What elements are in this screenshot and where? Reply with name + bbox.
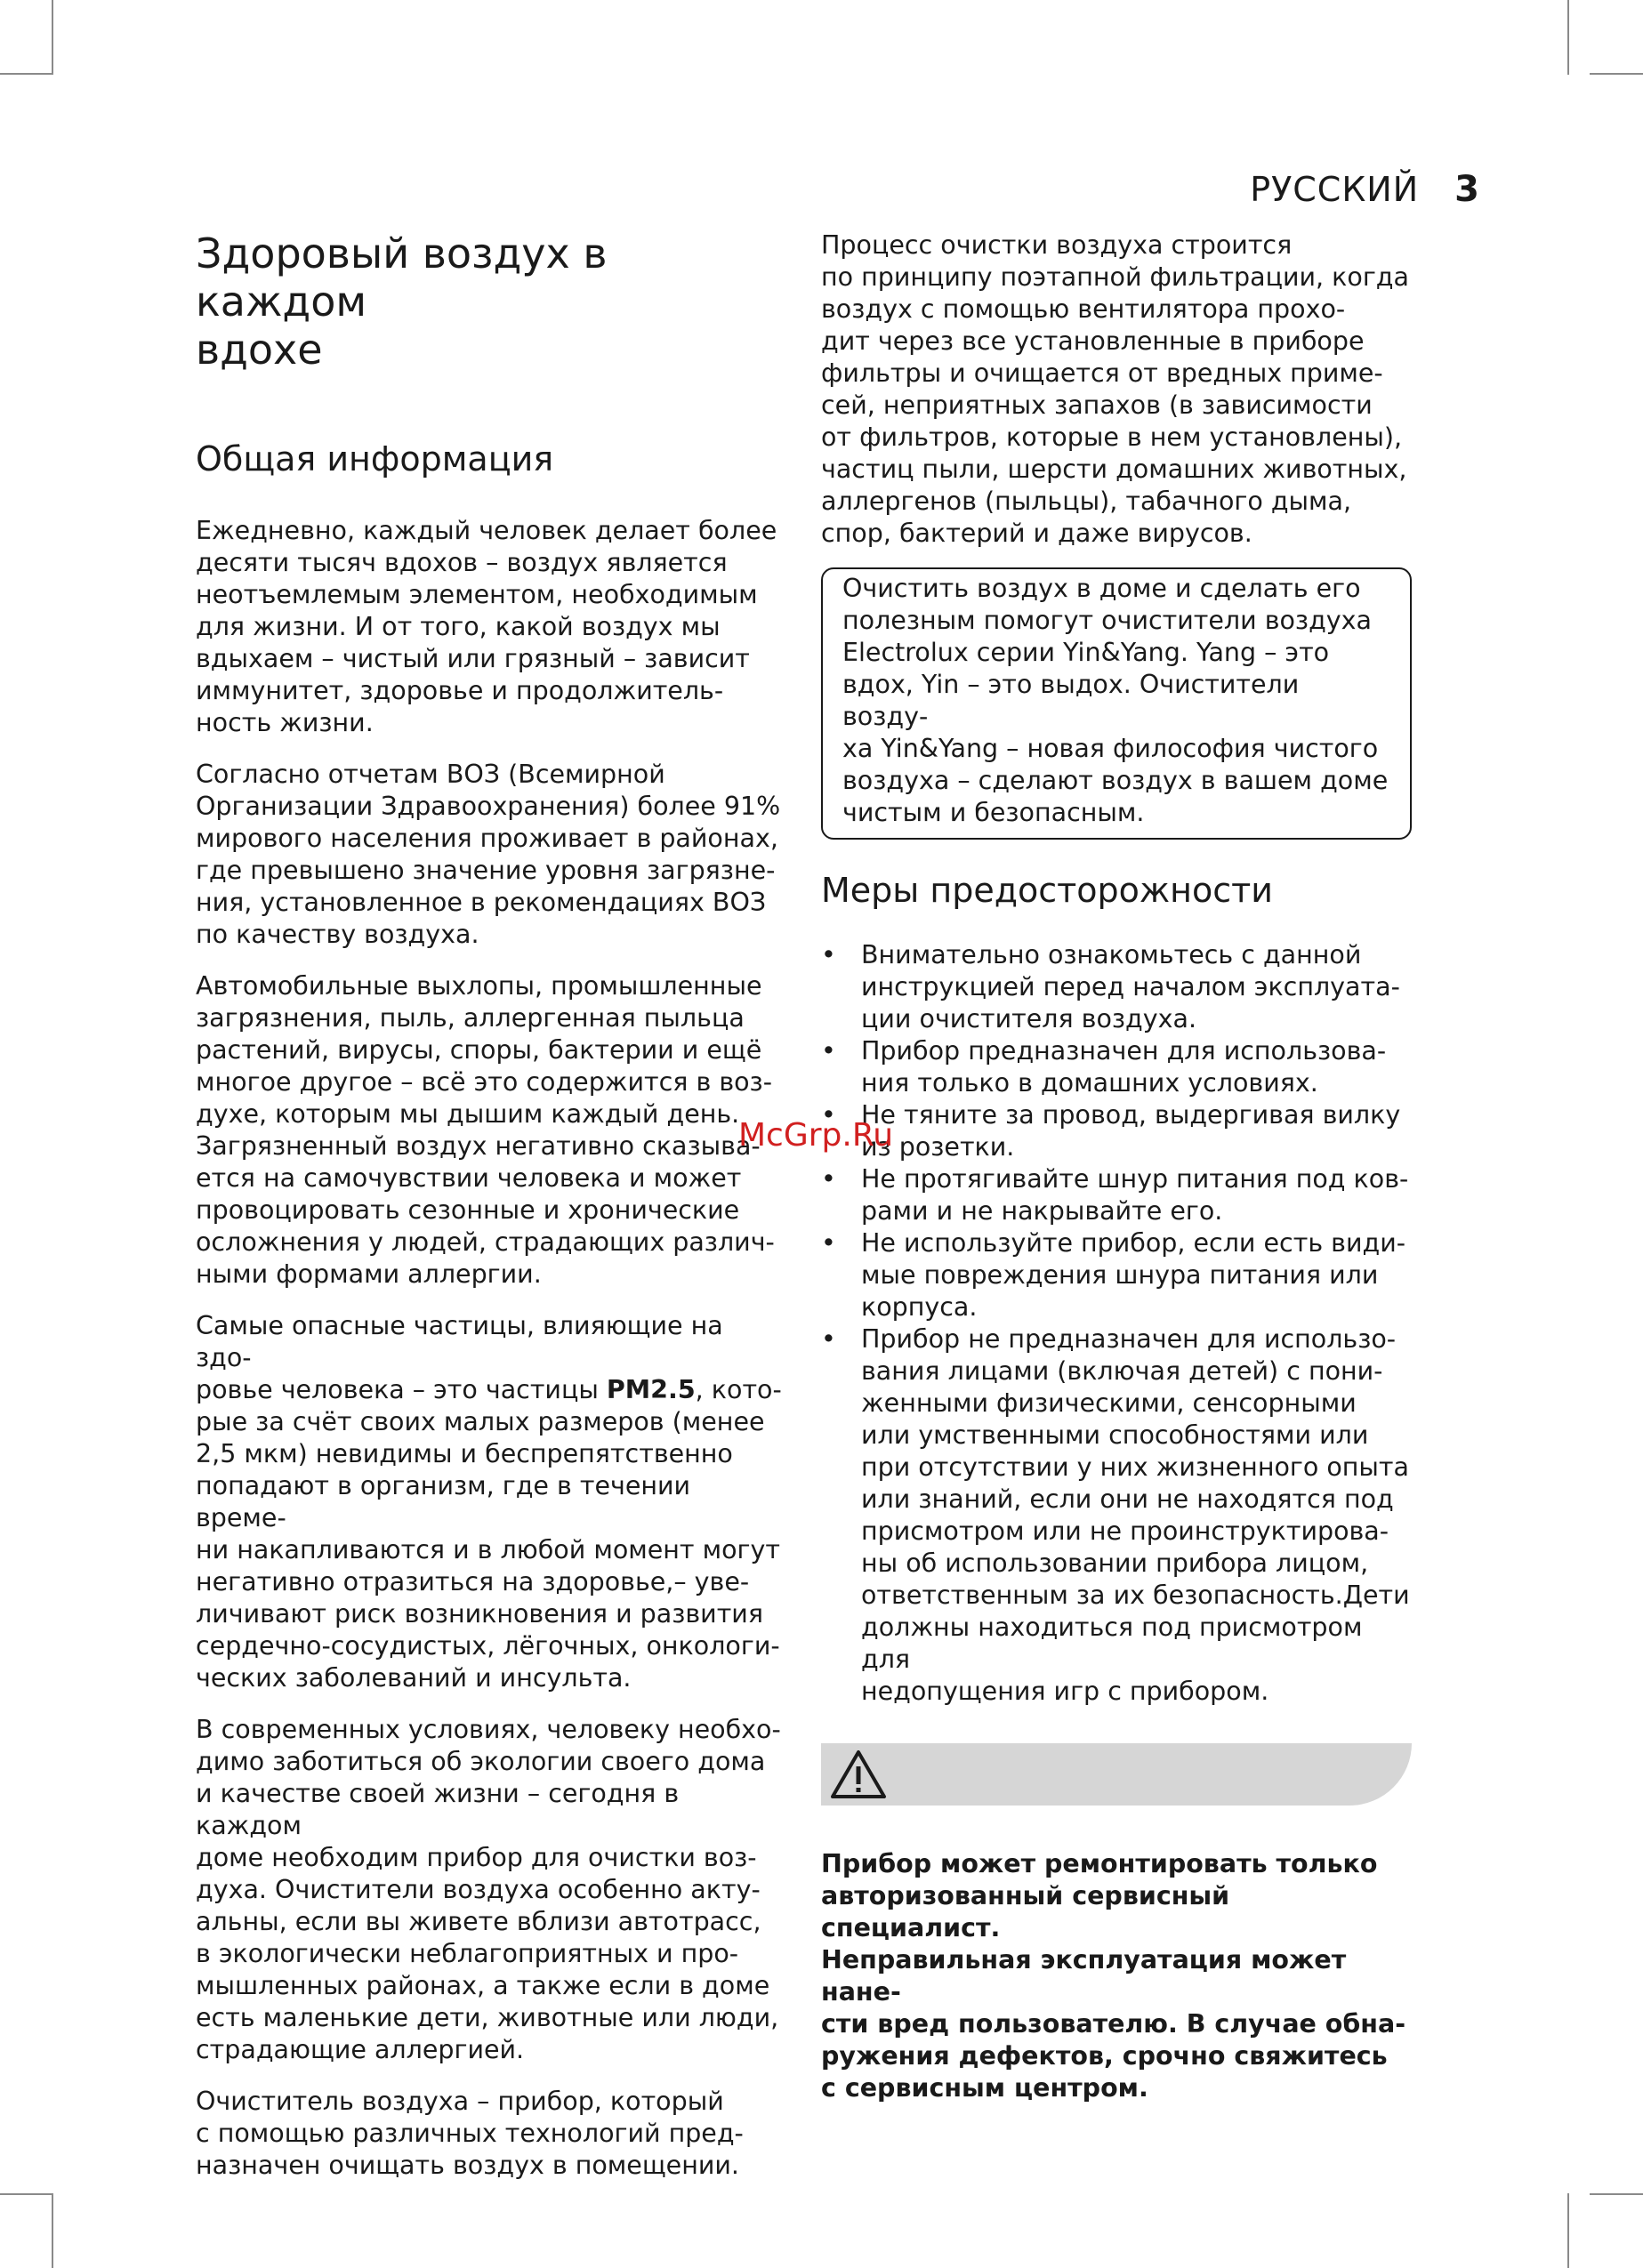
pm25-term: PM2.5 [606,1375,696,1404]
paragraph: Ежедневно, каждый человек делает более десяти тысяч вдохов – воздух является неотъемлемым элементом, необходимым для жизни. И от того, какой воздух мы вдыхаем – чистый или грязный – зависит иммунитет, здоровье и продолжитель- ность жизни. [196,516,777,737]
callout-text: Очистить воздух в доме и сделать его полезным помогут очистители воздуха Electrolux серии Yin&Yang. Yang – это вдох, Yin – это выдох. Очистители возду- ха Yin&Yang – новая философия чистого воздуха – сделают воздух в вашем доме чистым и безопасным. [842,574,1389,827]
crop-mark [0,2193,53,2195]
list-item: • Не используйте прибор, если есть види- мые повреждения шнура питания или корпуса. [821,1227,1412,1323]
list-item: • Не тяните за провод, выдергивая вилку из розетки. [821,1099,1412,1163]
page-number: 3 [1454,169,1479,210]
paragraph-text: , кото- рые за счёт своих малых размеров (менее 2,5 мкм) невидимы и беспрепятственно попадают в организм, где в течении време- ни накапливаются и в любой момент могут негативно отразиться на здоровье,– уве- личивают риск возникновения и развития сердечно-сосудистых, лёгочных, онкологи- ческих заболеваний и инсульта. [196,1375,782,1693]
warning-triangle-icon [830,1749,887,1799]
paragraph: Автомобильные выхлопы, промышленные загрязнения, пыль, аллергенная пыльца растений, вирусы, споры, бактерии и ещё многое другое – всё это содержится в воз- духе, которым мы дышим каждый день. Загрязненный воздух негативно сказыва- ется на самочувствии человека и может провоцировать сезонные и хронические осложнения у людей, страдающих различ- ными формами аллергии. [196,971,775,1289]
list-item: • Прибор предназначен для использова- ния только в домашних условиях. [821,1035,1412,1099]
left-column [196,229,783,2201]
paragraph-text: Самые опасные частицы, влияющие на здо- ровье человека – это частицы [196,1311,723,1404]
info-callout [821,567,1412,840]
warning-text: Прибор может ремонтировать только авторизованный сервисный специалист. Неправильная эксплуатация может нане- сти вред пользователю. В случае обна- ружения дефектов, срочно свяжитесь с сервисным центром. [821,1849,1406,2103]
watermark: McGrp.Ru [738,1117,894,1154]
page-header [1250,169,1479,210]
crop-mark [1590,73,1643,75]
crop-mark [1590,2193,1643,2195]
list-item: • Не протягивайте шнур питания под ков- рами и не накрывайте его. [821,1163,1412,1227]
crop-mark [52,2193,53,2268]
crop-mark [1567,0,1569,75]
right-column [821,229,1412,2104]
list-item: • Внимательно ознакомьтесь с данной инструкцией перед началом эксплуата- ции очистителя воздуха. [821,939,1412,1035]
precautions-list [821,939,1412,1708]
paragraph: Процесс очистки воздуха строится по принципу поэтапной фильтрации, когда воздух с помощью вентилятора прохо- дит через все установленные в приборе фильтры и очищается от вредных приме- сей, неприятных запахов (в зависимости от фильтров, которые в нем установлены), частиц пыли, шерсти домашних животных, аллергенов (пыльцы), табачного дыма, спор, бактерий и даже вирусов. [821,230,1409,548]
crop-mark [1567,2193,1569,2268]
list-item: • Прибор не предназначен для использо- вания лицами (включая детей) с пони- женными физическими, сенсорными или умственными способностями или при отсутствии у них жизненного опыта или знаний, если они не находятся под присмотром или не проинструктирова- ны об использовании прибора лицом, ответственным за их безопасность.Дети должны находиться под присмотром для недопущения игр с прибором. [821,1323,1412,1708]
crop-mark [52,0,53,75]
section-heading-precautions: Меры предосторожности [821,871,1273,910]
paragraph: Очиститель воздуха – прибор, который с помощью различных технологий пред- назначен очищать воздух в помещении. [196,2087,744,2180]
warning-bar [821,1743,1412,1806]
crop-mark [0,73,53,75]
paragraph-pm25 [196,1310,783,1694]
section-heading-general: Общая информация [196,439,554,479]
language-label: РУССКИЙ [1250,170,1420,209]
page-title: Здоровый воздух в каждом вдохе [196,229,608,374]
paragraph: В современных условиях, человеку необхо- димо заботиться об экологии своего дома и качестве своей жизни – сегодня в каждом доме необходим прибор для очистки воз- духа. Очистители воздуха особенно акту- альны, если вы живете вблизи автотрасс, в экологически неблагоприятных и про- мышленных районах, а также если в доме есть маленькие дети, животные или люди, страдающие аллергией. [196,1715,781,2064]
paragraph: Согласно отчетам ВОЗ (Всемирной Организации Здравоохранения) более 91% мирового населения проживает в районах, где превышено значение уровня загрязне- ния, установленное в рекомендациях ВОЗ по качеству воздуха. [196,760,781,949]
